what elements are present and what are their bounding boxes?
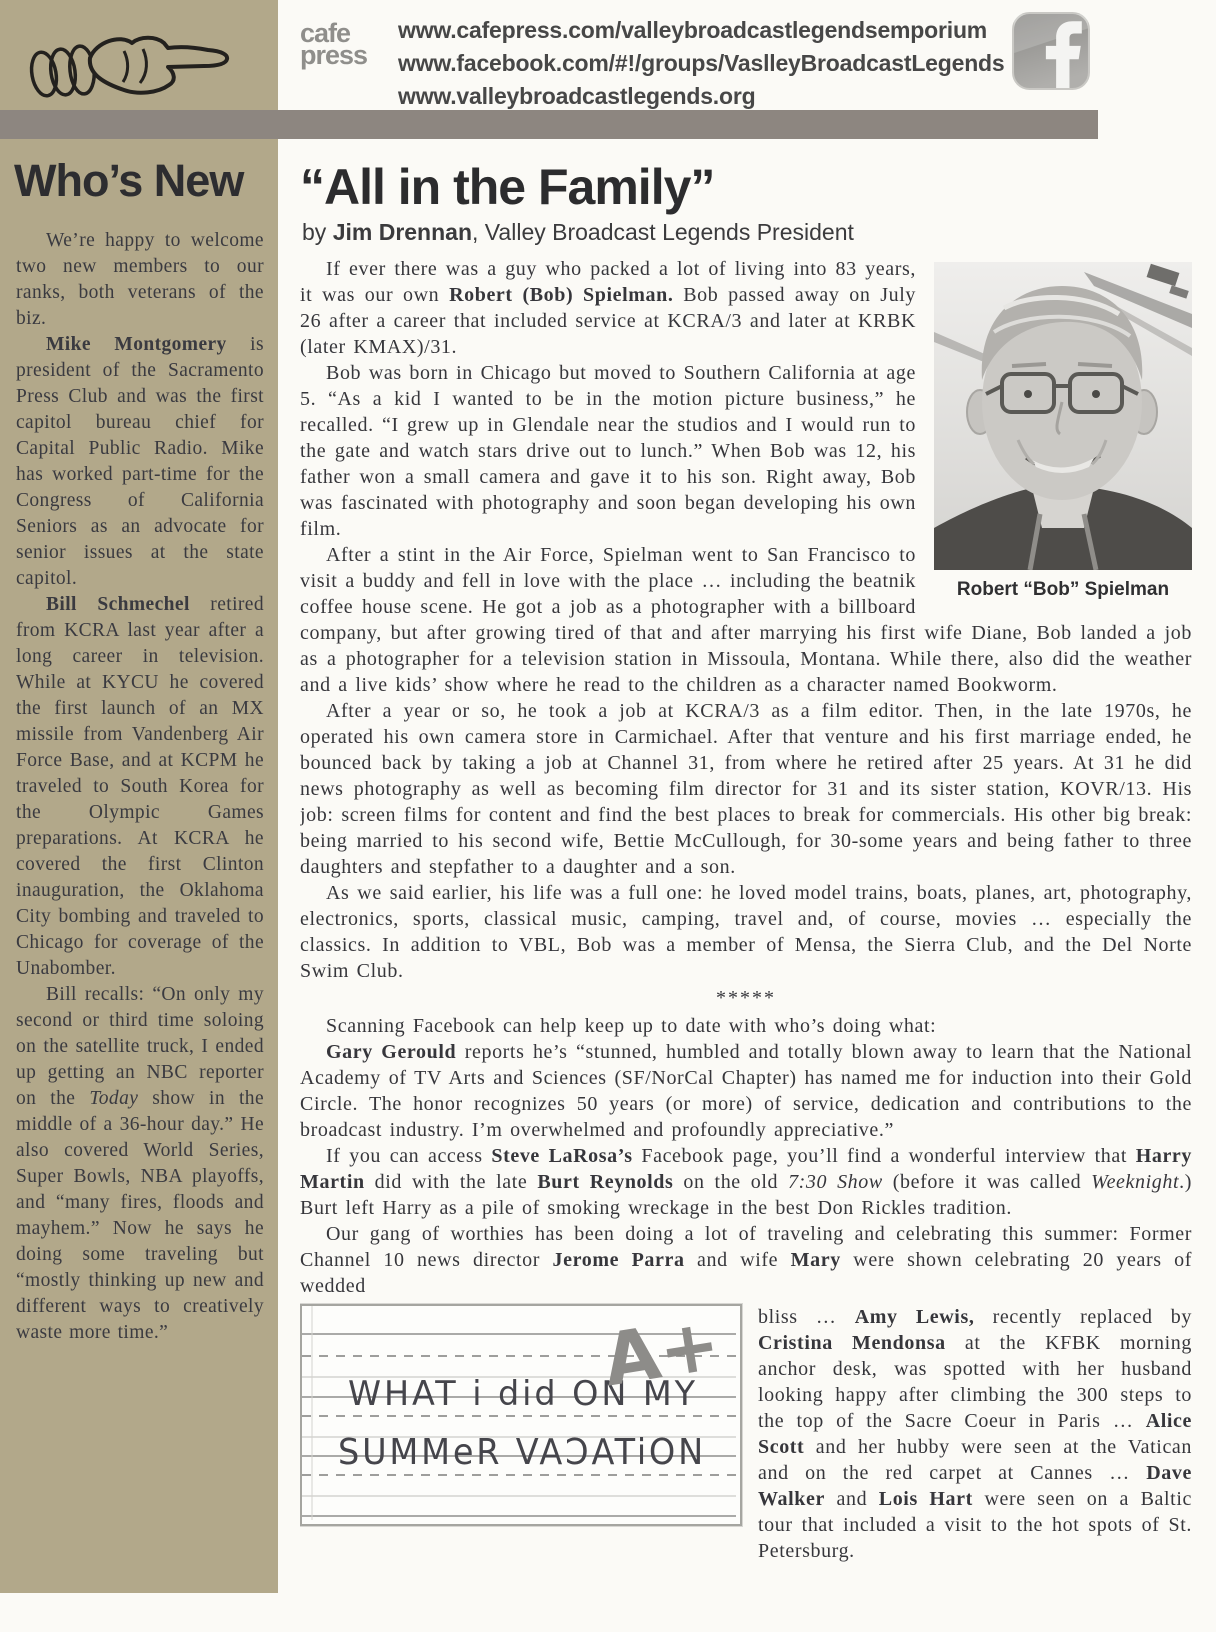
sidebar-paragraph: We’re happy to welcome two new members to our ranks, both veterans of the biz. [16, 230, 264, 329]
article-paragraph: After a year or so, he took a job at KCRA/3 as a film editor. Then, in the late 1970s, he operated his own camera store in Carmichael. After that venture and his first marriage ended, he bounced back by taking a job at Channel 31, from where he retired after 25 years. At 31 he did news photography as well as becoming film director for 31 and its sister station, KOVR/13. His job: screen films for content and find the best places to break for commercials. His other big break: being married to his second wife, Bettie McCullough, for 30-some years and being father to three daughters and stepfather to a daughter and a son. [300, 700, 1192, 878]
cafepress-logo-line1: cafe [300, 18, 351, 48]
article-paragraph: If ever there was a guy who packed a lot of living into 83 years, it was our own Robert (Bob) Spielman. Bob passed away on July 26 after a career that included service at KCRA/3 and later at KRBK (later KMAX)/31. [300, 258, 916, 358]
article-byline: by Jim Drennan, Valley Broadcast Legends President [302, 219, 854, 245]
article-paragraph: After a stint in the Air Force, Spielman went to San Francisco to visit a buddy and fell in love with the place … including the beatnik coffee house scene. He got a job as a photographer with a billboard company, but after growing tired of that and after marrying his first wife Diane, Bob landed a job as a photographer for a television station in Missoula, Montana. While there, also did the weather and a live kids’ show where he read to the children as a character named Bookworm. [300, 544, 1192, 696]
header-urls [398, 14, 1005, 113]
vacation-title-line1: WHAT i did ON MY [348, 1374, 698, 1414]
vacation-title-line2: SUMMeR VAƆATiON [338, 1432, 706, 1473]
facebook-icon [1012, 12, 1090, 95]
section-separator: ***** [716, 987, 776, 1009]
cafepress-logo [300, 18, 368, 70]
url-facebook: www.facebook.com/#!/groups/VaslleyBroadcastLegends [398, 50, 1005, 76]
sidebar-paragraph: Mike Montgomery is president of the Sacramento Press Club and was the first capitol bureau chief for Capital Public Radio. Mike has worked part-time for the Congress of California Seniors as an advocate for senior issues at the state capitol. [16, 334, 264, 589]
grade-a-plus: A+ [597, 1306, 726, 1403]
sidebar-paragraph: Bill recalls: “On only my second or third time soloing on the satellite truck, I ended up getting an NBC reporter on the Today show in the middle of a 36-hour day.” He also covered World Series, Super Bowls, NBA playoffs, and “many fires, floods and mayhem.” Now he says he doing some traveling but “mostly thinking up new and different ways to creatively waste more time.” [16, 984, 265, 1343]
cafepress-logo-line2: press [300, 40, 368, 70]
article-paragraph: Gary Gerould reports he’s “stunned, humbled and totally blown away to learn that the National Academy of TV Arts and Sciences (SF/NorCal Chapter) has named me for induction into their Gold Circle. The honor recognizes 50 years (or more) of service, dedication and contributions to the broadcast industry. I’m overwhelmed and profoundly appreciative.” [300, 1041, 1192, 1141]
sidebar-title: Who’s New [14, 155, 244, 206]
url-website: www.valleybroadcastlegends.org [398, 83, 756, 109]
article-paragraph: Our gang of worthies has been doing a lot of traveling and celebrating this summer: Former Channel 10 news director Jerome Parra and wife Mary were shown celebrating 20 years of wedded [300, 1223, 1192, 1297]
portrait-photo [934, 262, 1192, 570]
article-title: “All in the Family” [300, 160, 715, 215]
article-paragraph: Bob was born in Chicago but moved to Southern California at age 5. “As a kid I wanted to be in the motion picture business,” he recalled. “I grew up in Glendale near the studios and I would run to the gate and watch stars drive out to lunch.” When Bob was 12, his father won a small camera and gave it to his son. Right away, Bob was fascinated with photography and soon began developing his own film. [300, 362, 916, 540]
article-tail-section [300, 1304, 1192, 1564]
photo-caption: Robert “Bob” Spielman [956, 579, 1170, 600]
photo-figure [934, 262, 1192, 601]
article-paragraph: Scanning Facebook can help keep up to date with who’s doing what: [326, 1015, 937, 1037]
article-paragraph: If you can access Steve LaRosa’s Facebook page, you’ll find a wonderful interview that Harry Martin did with the late Burt Reynolds on the old 7:30 Show (before it was called Weeknight.) Burt left Harry as a pile of smoking wreckage in the best Don Rickles tradition. [300, 1145, 1192, 1219]
article-paragraph-continuation: bliss … Amy Lewis, recently replaced by Cristina Mendonsa at the KFBK morning anchor desk, was spotted with her husband looking happy after climbing the 300 steps to the top of the Sacre Coeur in Paris … Alice Scott and her hubby were seen at the Vatican and on the red carpet at Cannes … Dave Walker and Lois Hart were seen on a Baltic tour that included a visit to the hot spots of St. Petersburg. [758, 1306, 1192, 1562]
pointing-hand-icon [26, 18, 236, 115]
sidebar-article [16, 228, 264, 1346]
sidebar-paragraph: Bill Schmechel retired from KCRA last year after a long career in television. While at KYCU he covered the first launch of an MX missile from Vandenberg Air Force Base, and at KCPM he traveled to South Korea for the Olympic Games preparations. At KCRA he covered the first Clinton inauguration, the Oklahoma City bombing and traveled to Chicago for coverage of the Unabomber. [16, 594, 264, 979]
header-divider-bar [0, 110, 1098, 139]
url-cafepress: www.cafepress.com/valleybroadcastlegendsemporium [398, 17, 988, 43]
main-article [300, 160, 1192, 1626]
summer-vacation-image [300, 1304, 742, 1526]
article-paragraph: As we said earlier, his life was a full one: he loved model trains, boats, planes, art, photography, electronics, sports, classical music, camping, travel and, of course, movies … especially the classics. In addition to VBL, Bob was a member of Mensa, the Sierra Club, and the Del Norte Swim Club. [300, 882, 1192, 982]
